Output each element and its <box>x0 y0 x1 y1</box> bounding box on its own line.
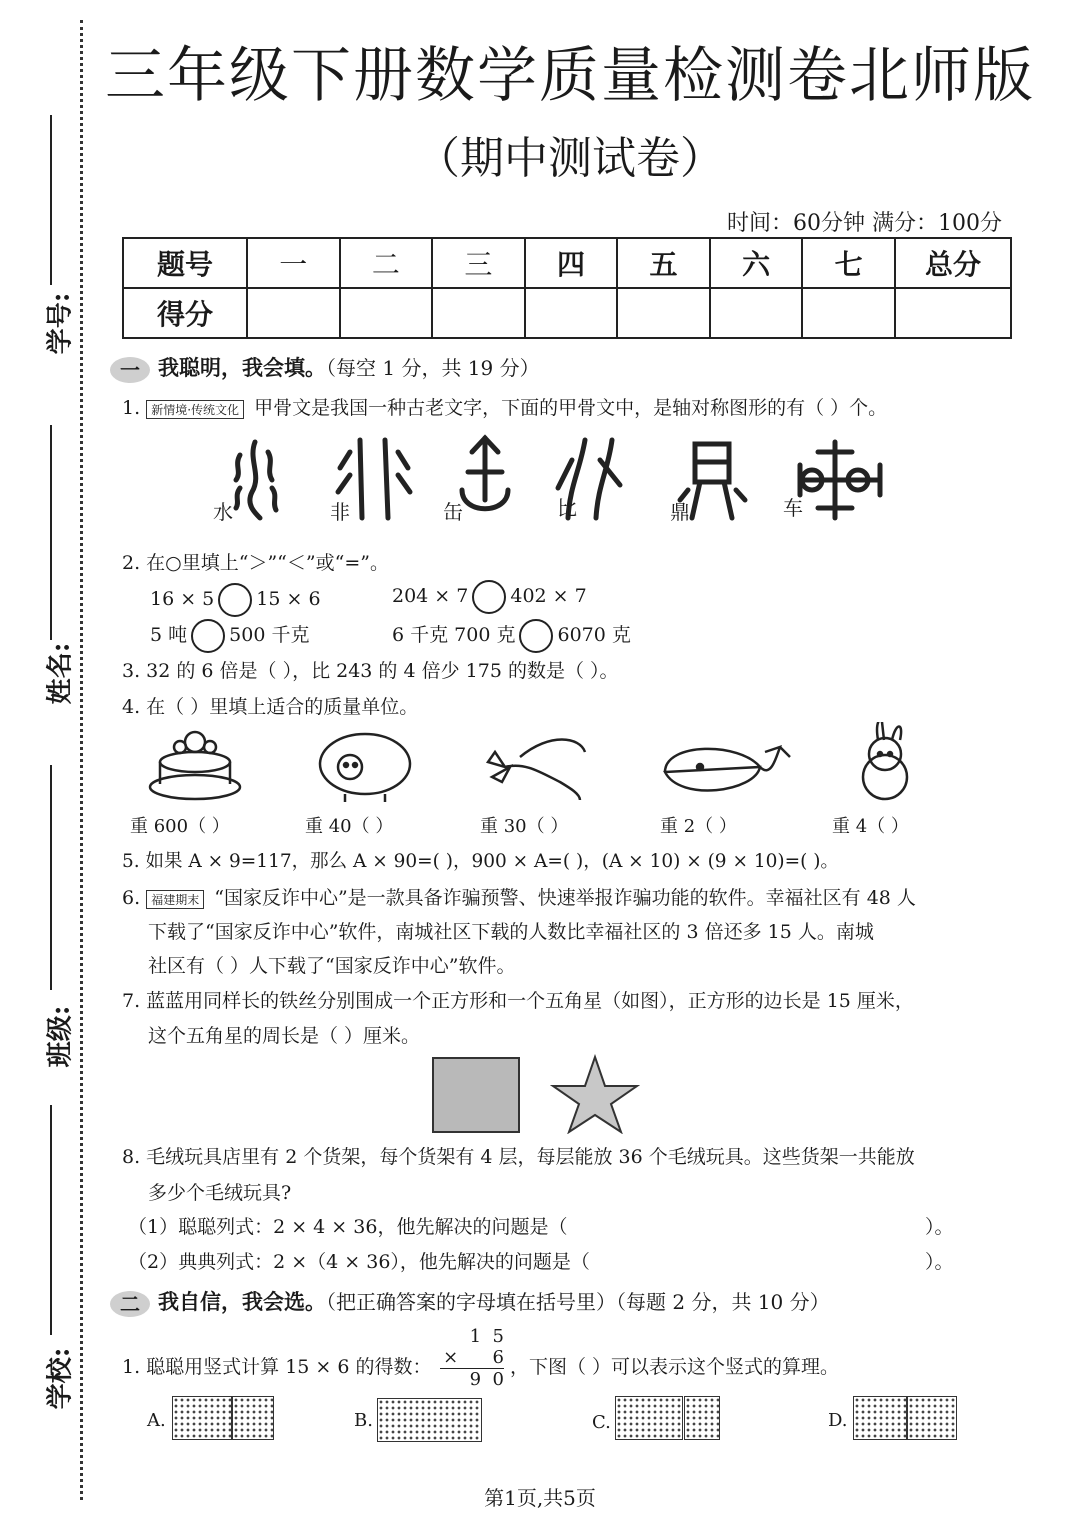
fou-glyph-icon <box>462 438 508 509</box>
section2-title: 我自信，我会选。 <box>158 1290 326 1314</box>
question-text: “国家反诈中心”是一款具备诈骗预警、快速举报诈骗功能的软件。幸福社区有 48 人 <box>214 887 916 909</box>
weight-sheep: 重 40（ ） <box>305 816 394 837</box>
compare-right: 15 × 6 <box>256 588 321 610</box>
score-table-score-row <box>123 288 1011 338</box>
compare-right: 402 × 7 <box>510 585 587 607</box>
context-tag: 新情境·传统文化 <box>146 400 244 419</box>
score-header-cell: 总分 <box>895 238 1011 288</box>
student-no-label: 学号: <box>45 292 76 355</box>
question-1-6 <box>122 883 916 910</box>
compare-item-b <box>392 580 587 614</box>
question-1-6-line3: 社区有（ ）人下载了“国家反诈中心”软件。 <box>148 955 516 977</box>
page-footer: 第1页,共5页 <box>484 1486 596 1510</box>
score-header-cell: 五 <box>617 238 710 288</box>
class-label: 班级: <box>45 1005 76 1068</box>
option-a-label[interactable]: A. <box>147 1410 166 1431</box>
glyph-label: 鼎 <box>670 500 690 524</box>
option-a-grid-left <box>172 1396 232 1440</box>
star-figure <box>550 1054 640 1134</box>
rabbit-icon <box>863 722 907 799</box>
option-c-grid-right <box>684 1396 720 1440</box>
vertical-mid: × 6 <box>440 1347 504 1369</box>
compare-left: 204 × 7 <box>392 585 469 607</box>
score-header-cell: 六 <box>710 238 803 288</box>
question-2-1: 1. 聪聪用竖式计算 15 × 6 的得数： <box>122 1356 432 1378</box>
weight-cake: 重 600（ ） <box>130 816 230 837</box>
question-1-8-sub2-end: ）。 <box>925 1251 954 1273</box>
score-header-cell: 四 <box>525 238 618 288</box>
score-header-cell: 二 <box>340 238 433 288</box>
compare-item-a <box>150 583 321 617</box>
section1-number: 一 <box>110 357 150 383</box>
page-subtitle: （期中测试卷） <box>416 133 724 184</box>
school-label: 学校: <box>45 1347 76 1410</box>
score-input-cell[interactable] <box>432 288 525 338</box>
vertical-top: 1 5 <box>469 1326 504 1347</box>
score-header-cell: 题号 <box>123 238 247 288</box>
binding-dotted-line <box>80 20 83 1500</box>
score-table <box>122 237 1012 339</box>
time-info: 时间：60分钟 满分：100分 <box>727 211 1002 236</box>
question-1-5: 5. 如果 A × 9=117，那么 A × 90=( )，900 × A=( )，(A × 10) × (9 × 10)=( )。 <box>122 851 839 872</box>
compare-right: 6070 克 <box>557 624 631 646</box>
option-b-grid <box>377 1398 482 1442</box>
question-number: 6. <box>122 887 141 909</box>
section2-note: （把正确答案的字母填在括号里）（每题 2 分，共 10 分） <box>326 1290 830 1314</box>
glyph-label: 车 <box>783 496 803 520</box>
question-2-1-after: ，下图（ ）可以表示这个竖式的算理。 <box>510 1356 840 1378</box>
score-input-cell[interactable] <box>710 288 803 338</box>
name-label: 姓名: <box>45 642 76 705</box>
option-a-grid-right <box>232 1396 274 1440</box>
vertical-calc <box>440 1326 504 1390</box>
score-table-header-row <box>123 238 1011 288</box>
compare-circle[interactable] <box>218 583 252 617</box>
school-line <box>50 1105 52 1335</box>
glyph-label: 水 <box>213 500 233 524</box>
score-input-cell[interactable] <box>895 288 1011 338</box>
compare-circle[interactable] <box>191 619 225 653</box>
question-1-8-sub1: （1）聪聪列式：2 × 4 × 36，他先解决的问题是（ <box>128 1216 568 1238</box>
square-figure <box>432 1057 520 1133</box>
compare-item-c <box>150 619 309 653</box>
section2-heading <box>110 1286 830 1317</box>
question-text: 甲骨文是我国一种古老文字，下面的甲骨文中，是轴对称图形的有（ ）个。 <box>254 397 888 419</box>
section1-note: （每空 1 分，共 19 分） <box>326 356 540 380</box>
option-d-grid-left <box>853 1396 907 1440</box>
score-input-cell[interactable] <box>617 288 710 338</box>
section1-title: 我聪明，我会填。 <box>158 356 326 380</box>
question-1-2: 2. 在○里填上“＞”“＜”或“=”。 <box>122 552 389 574</box>
question-1-3: 3. 32 的 6 倍是（ ），比 243 的 4 倍少 175 的数是（ ）。 <box>122 660 619 682</box>
compare-left: 6 千克 700 克 <box>392 624 516 646</box>
compare-right: 500 千克 <box>229 624 310 646</box>
weight-rabbit: 重 4（ ） <box>832 816 909 837</box>
question-1-1 <box>122 393 887 420</box>
compare-left: 16 × 5 <box>150 588 215 610</box>
score-input-cell[interactable] <box>525 288 618 338</box>
compare-circle[interactable] <box>472 580 506 614</box>
question-1-4: 4. 在（ ）里填上适合的质量单位。 <box>122 696 419 718</box>
weight-whale: 重 2（ ） <box>660 816 737 837</box>
che-glyph-icon <box>800 442 880 518</box>
lobster-icon <box>488 740 585 801</box>
score-input-cell[interactable] <box>802 288 895 338</box>
page-title: 三年级下册数学质量检测卷北师版 <box>105 41 1035 111</box>
vertical-bottom: 9 0 <box>469 1369 504 1390</box>
class-line <box>50 765 52 990</box>
score-header-cell: 一 <box>247 238 340 288</box>
option-c-grid-left <box>615 1396 683 1440</box>
option-c-label[interactable]: C. <box>592 1412 611 1433</box>
question-1-7-line2: 这个五角星的周长是（ ）厘米。 <box>148 1025 421 1047</box>
question-1-6-line2: 下载了“国家反诈中心”软件，南城社区下载的人数比幸福社区的 3 倍还多 15 人。南城 <box>148 921 874 943</box>
score-header-cell: 三 <box>432 238 525 288</box>
whale-icon <box>665 747 790 791</box>
glyph-label: 缶 <box>443 500 463 524</box>
water-glyph-icon <box>236 442 276 518</box>
question-number: 1. <box>122 397 141 419</box>
compare-item-d <box>392 619 631 653</box>
section2-number: 二 <box>110 1291 150 1317</box>
score-row-label: 得分 <box>123 288 247 338</box>
score-header-cell: 七 <box>802 238 895 288</box>
score-input-cell[interactable] <box>340 288 433 338</box>
glyph-label: 非 <box>330 500 350 524</box>
context-tag: 福建期末 <box>146 890 204 909</box>
option-b-label[interactable]: B. <box>354 1410 373 1431</box>
option-d-label[interactable]: D. <box>828 1410 848 1431</box>
sheep-icon <box>320 734 410 802</box>
question-1-8-line2: 多少个毛绒玩具? <box>148 1182 292 1204</box>
question-1-8-sub1-end: ）。 <box>925 1216 954 1238</box>
cake-icon <box>150 732 240 799</box>
compare-left: 5 吨 <box>150 624 188 646</box>
glyph-label: 比 <box>557 496 577 520</box>
weight-lobster: 重 30（ ） <box>480 816 569 837</box>
name-line <box>50 425 52 640</box>
score-input-cell[interactable] <box>247 288 340 338</box>
question-1-8-sub2: （2）典典列式：2 ×（4 × 36），他先解决的问题是（ <box>128 1251 590 1273</box>
compare-circle[interactable] <box>519 619 553 653</box>
option-d-grid-right <box>907 1396 957 1440</box>
question-1-8: 8. 毛绒玩具店里有 2 个货架，每个货架有 4 层，每层能放 36 个毛绒玩具。这些货架一共能放 <box>122 1146 915 1168</box>
mass-pictures <box>140 722 940 807</box>
question-1-7: 7. 蓝蓝用同样长的铁丝分别围成一个正方形和一个五角星（如图），正方形的边长是 15 厘米， <box>122 990 914 1012</box>
section1-heading <box>110 352 540 383</box>
